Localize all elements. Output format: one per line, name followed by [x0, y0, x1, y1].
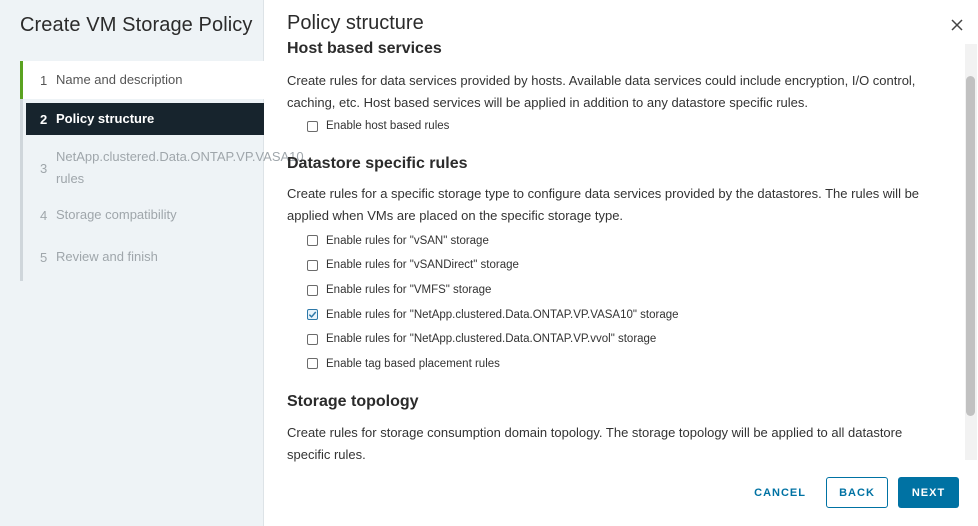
- datastore-rules-options: [287, 229, 937, 377]
- wizard-footer: [744, 477, 959, 508]
- close-icon[interactable]: [950, 18, 964, 32]
- wizard-step-storage-compatibility: [20, 195, 264, 235]
- vvol-rules-checkbox[interactable]: [307, 334, 318, 345]
- main-panel: [265, 0, 978, 526]
- step-label: NetApp.clustered.Data.ONTAP.VP.VASA10 rules: [56, 149, 304, 186]
- step-label: Name and description: [56, 72, 183, 87]
- policy-structure-content[interactable]: [287, 40, 937, 466]
- checkbox-label: Enable rules for "NetApp.clustered.Data.ONTAP.VP.vvol" storage: [326, 333, 657, 346]
- storage-topology-title: Storage topology: [287, 393, 419, 411]
- checkbox-label: Enable rules for "vSANDirect" storage: [326, 259, 519, 272]
- checkbox-label: Enable rules for "NetApp.clustered.Data.ONTAP.VP.VASA10" storage: [326, 308, 679, 321]
- tag-placement-checkbox[interactable]: [307, 358, 318, 369]
- step-number: 4: [40, 207, 48, 223]
- vasa10-rules-checkbox[interactable]: [307, 309, 318, 320]
- vmfs-rules-checkbox-row[interactable]: [307, 278, 937, 303]
- wizard-steps: [20, 61, 304, 279]
- tag-placement-checkbox-row[interactable]: [307, 352, 937, 377]
- page-title: Policy structure: [287, 12, 424, 34]
- cancel-button[interactable]: CANCEL: [754, 486, 806, 499]
- checkbox-label: Enable rules for "vSAN" storage: [326, 234, 489, 247]
- step-label: Policy structure: [56, 111, 155, 126]
- wizard-step-policy-structure[interactable]: [26, 103, 264, 135]
- step-label: Review and finish: [56, 249, 158, 264]
- vmfs-rules-checkbox[interactable]: [307, 285, 318, 296]
- host-rules-checkbox[interactable]: [307, 121, 318, 132]
- vvol-rules-checkbox-row[interactable]: [307, 327, 937, 352]
- checkbox-label: Enable rules for "VMFS" storage: [326, 284, 492, 297]
- back-button[interactable]: BACK: [826, 477, 888, 508]
- host-services-description: Create rules for data services provided by hosts. Available data services could include encryption, I/O control, caching, etc. Host based services will be applied in addition to any datastore specific rules.: [287, 73, 916, 110]
- storage-topology-description: Create rules for storage consumption domain topology. The storage topology will be applied to all datastore specific rules.: [287, 425, 903, 463]
- step-label: Storage compatibility: [56, 207, 177, 222]
- vsan-rules-checkbox[interactable]: [307, 235, 318, 246]
- vsan-rules-checkbox-row[interactable]: [307, 229, 937, 254]
- step-number: 2: [40, 111, 48, 127]
- wizard-sidebar: [0, 0, 304, 526]
- checkbox-label: Enable host based rules: [326, 120, 450, 133]
- checkmark-icon: [308, 310, 317, 319]
- next-button[interactable]: NEXT: [898, 477, 959, 508]
- checkbox-label: Enable tag based placement rules: [326, 357, 500, 370]
- host-rules-checkbox-row[interactable]: [307, 114, 937, 139]
- vsandirect-rules-checkbox[interactable]: [307, 260, 318, 271]
- wizard-step-vasa10-rules: [20, 141, 304, 195]
- step-number: 3: [40, 160, 48, 176]
- host-services-title: Host based services: [287, 40, 442, 57]
- wizard-step-name-and-description[interactable]: [20, 61, 264, 99]
- wizard-step-review-and-finish: [20, 235, 264, 279]
- step-number: 1: [40, 72, 48, 88]
- vasa10-rules-checkbox-row[interactable]: [307, 302, 937, 327]
- vsandirect-rules-checkbox-row[interactable]: [307, 253, 937, 278]
- step-number: 5: [40, 249, 48, 265]
- datastore-rules-description: Create rules for a specific storage type to configure data services provided by the datastores. The rules will be applied when VMs are placed on the specific storage type.: [287, 185, 920, 223]
- scrollbar-thumb[interactable]: [966, 76, 975, 416]
- wizard-title: Create VM Storage Policy: [20, 14, 253, 36]
- datastore-rules-title: Datastore specific rules: [287, 154, 468, 172]
